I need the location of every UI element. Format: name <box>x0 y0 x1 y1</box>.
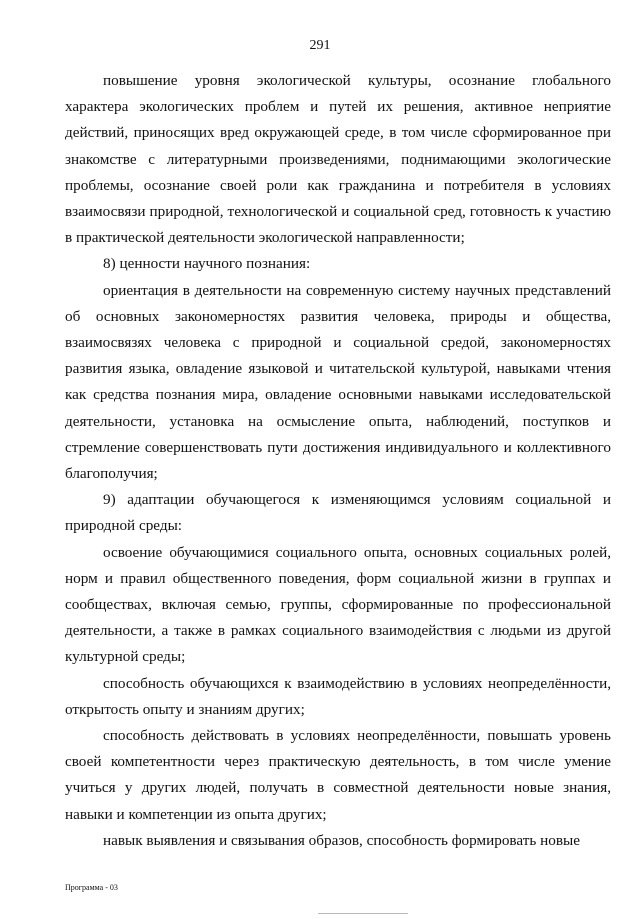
document-body <box>65 68 611 854</box>
paragraph-image-linking: навык выявления и связывания образов, способность формировать новые <box>103 831 580 849</box>
paragraph-scientific-orientation: ориентация в деятельности на современную систему научных представлений об основных закономерностях развития человека, природы и общества, взаимосвязях человека с природной и социальной средой, закономерностях развития языка, овладение языковой и читательской культурой, навыками чтения как средства познания мира, овладение основными навыками исследовательской деятельности, установка на осмысление опыта, наблюдений, поступков и стремление совершенствовать пути достижения индивидуального и коллективного благополучия; <box>65 281 611 483</box>
paragraph-acting-uncertainty: способность действовать в условиях неопределённости, повышать уровень своей компетентности через практическую деятельность, в том числе умение учиться у других людей, получать в совместной деятельности новые знания, навыки и компетенции из опыта других; <box>65 727 611 823</box>
paragraph-heading-adaptation: 9) адаптации обучающегося к изменяющимся условиям социальной и природной среды: <box>65 491 611 535</box>
paragraph-social-experience: освоение обучающимися социального опыта, основных социальных ролей, норм и правил общественного поведения, форм социальной жизни в группах и сообществах, включая семью, группы, сформированные по профессиональной деятельности, а также в рамках социального взаимодействия с людьми из другой культурной среды; <box>65 543 611 666</box>
scan-artifact-line <box>318 913 408 914</box>
footer-program-label: Программа - 03 <box>65 883 118 892</box>
paragraph-heading-scientific-knowledge: 8) ценности научного познания: <box>103 255 311 273</box>
page-number: 291 <box>309 38 331 53</box>
paragraph-ecological-culture: повышение уровня экологической культуры, осознание глобального характера экологических проблем и путей их решения, активное неприятие действий, приносящих вред окружающей среде, в том числе сформированное при знакомстве с литературными произведениями, поднимающими экологические проблемы, осознание своей роли как гражданина и потребителя в условиях взаимосвязи природной, технологической и социальной сред, готовность к участию в практической деятельности экологической направленности; <box>65 72 611 247</box>
paragraph-interaction-uncertainty: способность обучающихся к взаимодействию в условиях неопределённости, открытость опыту и знаниям других; <box>65 674 611 718</box>
